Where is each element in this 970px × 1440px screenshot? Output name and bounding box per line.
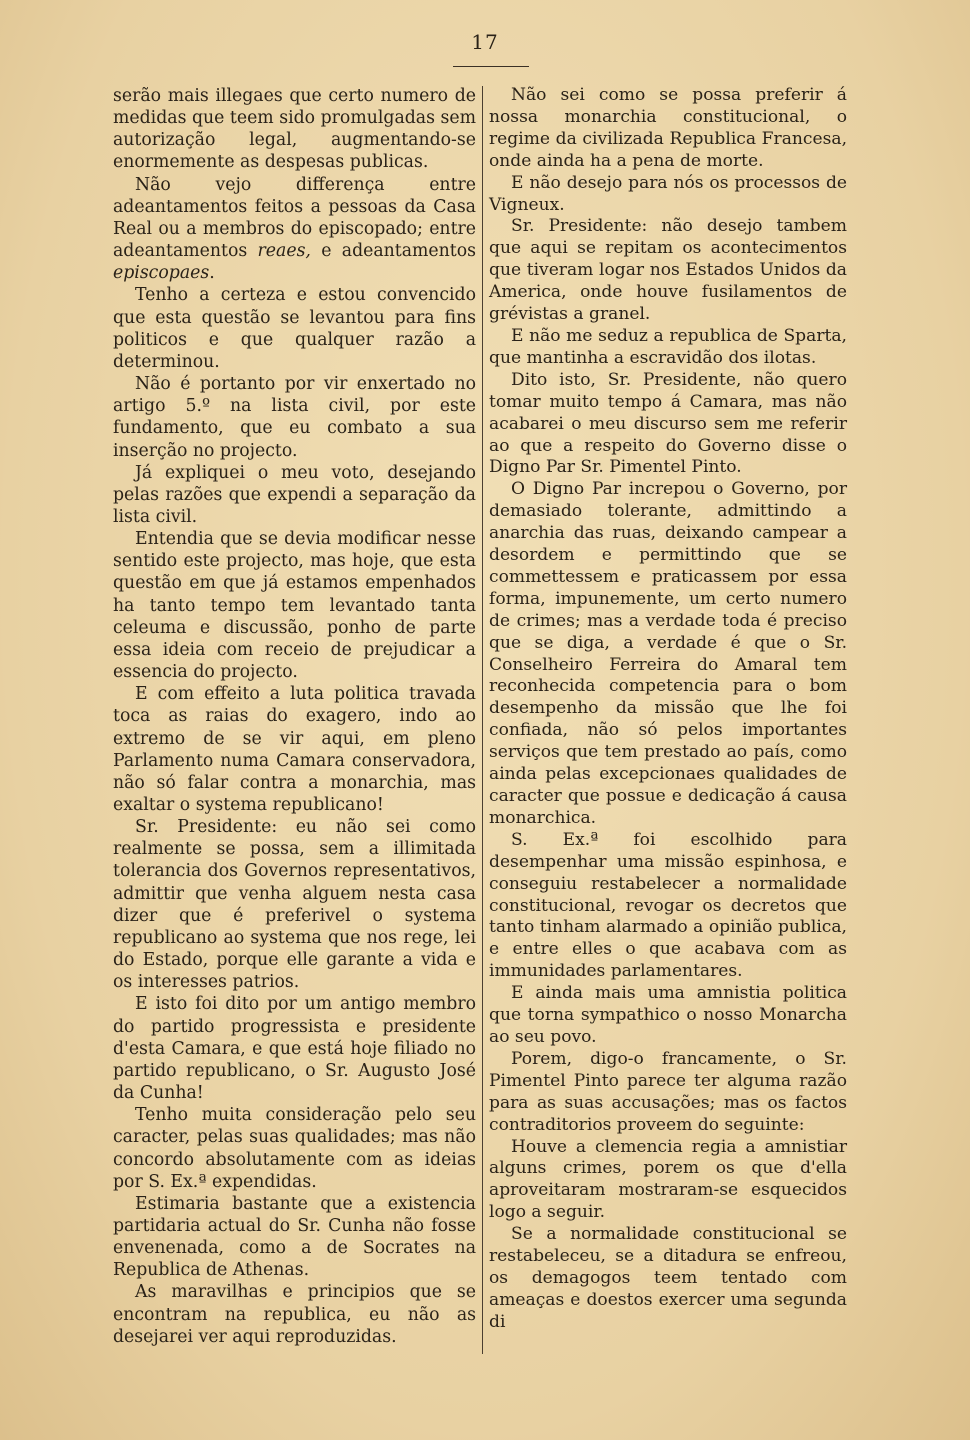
paragraph: S. Ex.ª foi escolhido para desempenhar uma missão espinhosa, e conseguiu restabelecer a normalidade constitucional, revogar os decretos que tanto tinham alarmado a opinião publica, e entre elles o que acabava com as immunidades parlamentares.	[489, 829, 847, 982]
page-number: 17	[471, 30, 499, 54]
paragraph: Já expliquei o meu voto, desejando pelas razões que expendi a separação da lista civil.	[113, 462, 476, 527]
left-column	[113, 85, 476, 1348]
paragraph: Não sei como se possa preferir á nossa monarchia constitucional, o regime da civilizada Republica Francesa, onde ainda ha a pena de morte.	[489, 85, 847, 171]
paragraph: As maravilhas e principios que se encontram na republica, eu não as desejarei ver aqui reproduzidas.	[113, 1282, 476, 1347]
column-divider	[482, 86, 483, 1354]
paragraph: Tenho a certeza e estou convencido que esta questão se levantou para fins politicos e que qualquer razão a determinou.	[113, 285, 476, 372]
paragraph: E não desejo para nós os processos de Vigneux.	[489, 172, 847, 215]
header-rule	[453, 66, 529, 67]
paragraph: Sr. Presidente: eu não sei como realmente se possa, sem a illimitada tolerancia dos Governos representativos, admittir que venha alguem nesta casa dizer que é preferivel o systema republicano ao systema que nos rege, lei do Estado, porque elle garante a vida e os interesses patrios.	[113, 817, 476, 993]
paragraph: serão mais illegaes que certo numero de medidas que teem sido promulgadas sem autorização legal, augmentando-se enormemente as despesas publicas.	[113, 86, 476, 173]
paragraph: Tenho muita consideração pelo seu caracter, pelas suas qualidades; mas não concordo absolutamente com as ideias por S. Ex.ª expendidas.	[113, 1105, 476, 1192]
paragraph: Dito isto, Sr. Presidente, não quero tomar muito tempo á Camara, mas não acabarei o meu discurso sem me referir ao que a respeito do Governo disse o Digno Par Sr. Pimentel Pinto.	[489, 369, 847, 478]
paragraph: E com effeito a luta politica travada toca as raias do exagero, indo ao extremo de se vir aqui, em pleno Parlamento numa Camara conservadora, não só falar contra a monarchia, mas exaltar o systema republicano!	[113, 684, 476, 815]
right-column	[489, 85, 847, 1334]
paragraph: E não me seduz a republica de Sparta, que mantinha a escravidão dos ilotas.	[489, 325, 847, 368]
paragraph: Se a normalidade constitucional se restabeleceu, se a ditadura se enfreou, os demagogos teem tentado com ameaças e doestos exercer uma segunda di	[489, 1224, 847, 1332]
paragraph: Não é portanto por vir enxertado no artigo 5.º na lista civil, por este fundamento, que eu combato a sua inserção no projecto.	[113, 374, 476, 461]
paragraph: O Digno Par increpou o Governo, por demasiado tolerante, admittindo a anarchia das ruas, deixando campear a desordem e permittindo que se commettessem e praticassem por essa forma, impunemente, um certo numero de crimes; mas a verdade toda é preciso que se diga, a verdade é que o Sr. Conselheiro Ferreira do Amaral tem reconhecida competencia para o bom desempenho da missão que lhe foi confiada, não só pelos importantes serviços que tem prestado ao país, como ainda pelas excepcionaes qualidades de caracter que possue e dedicação á causa monarchica.	[489, 479, 847, 828]
paragraph: Não vejo differença entre adeantamentos feitos a pessoas da Casa Real ou a membros do episcopado; entre adeantamentos reaes, e adeantamentos episcopaes.	[113, 174, 476, 284]
paragraph: Porem, digo-o francamente, o Sr. Pimentel Pinto parece ter alguma razão para as suas accusações; mas os factos contraditorios proveem do seguinte:	[489, 1048, 847, 1135]
paragraph: Sr. Presidente: não desejo tambem que aqui se repitam os acontecimentos que tiveram logar nos Estados Unidos da America, onde houve fusilamentos de grévistas a granel.	[489, 216, 847, 325]
paragraph: Houve a clemencia regia a amnistiar alguns crimes, porem os que d'ella aproveitaram mostraram-se esquecidos logo a seguir.	[489, 1136, 847, 1223]
paragraph: E ainda mais uma amnistia politica que torna sympathico o nosso Monarcha ao seu povo.	[489, 983, 847, 1047]
paragraph: Entendia que se devia modificar nesse sentido este projecto, mas hoje, que esta questão em que já estamos empenhados ha tanto tempo tem levantado tanta celeuma e discussão, ponho de parte essa ideia com receio de prejudicar a essencia do projecto.	[113, 529, 476, 683]
paragraph: Estimaria bastante que a existencia partidaria actual do Sr. Cunha não fosse envenenada, como a de Socrates na Republica de Athenas.	[113, 1193, 476, 1281]
paragraph: E isto foi dito por um antigo membro do partido progressista e presidente d'esta Camara, e que está hoje filiado no partido republicano, o Sr. Augusto José da Cunha!	[113, 994, 476, 1104]
